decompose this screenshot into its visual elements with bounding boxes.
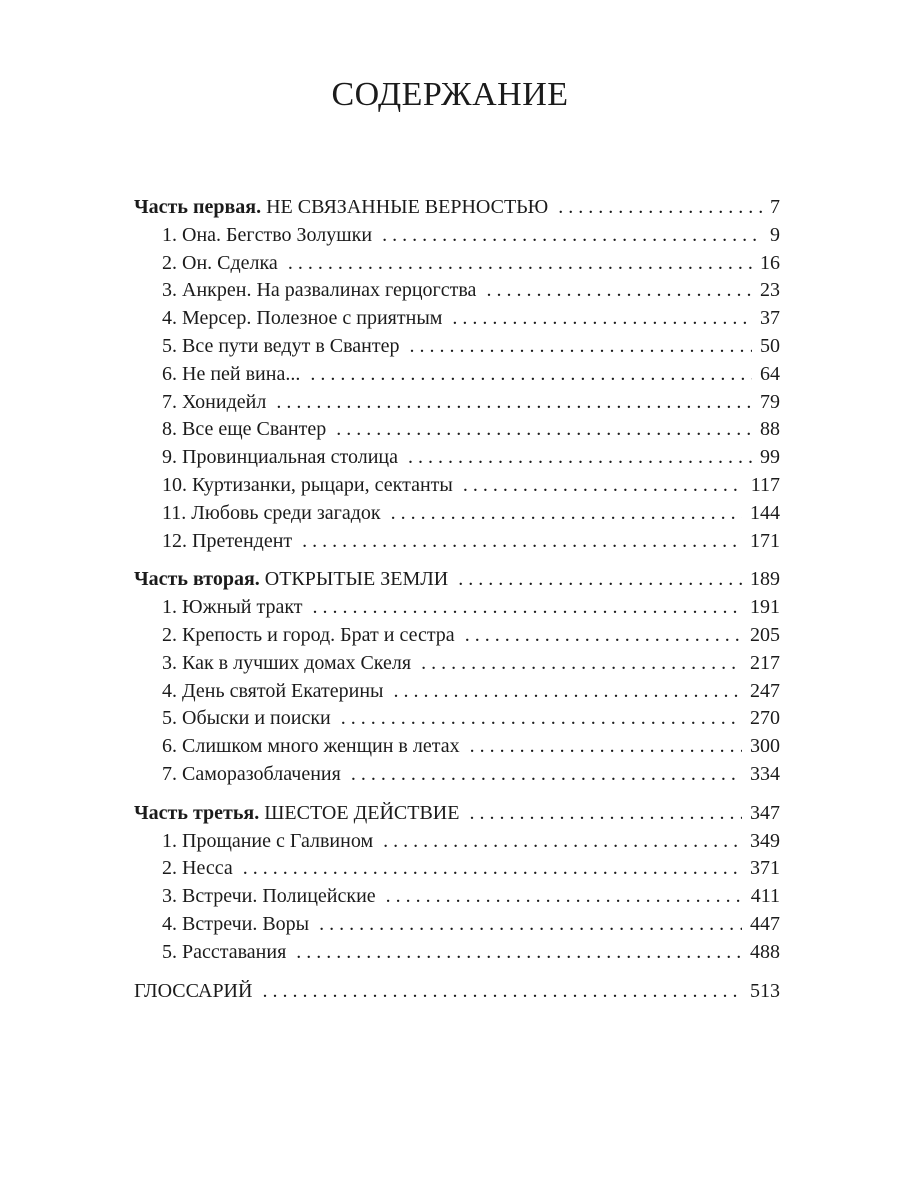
dot-leader [336,416,752,444]
dot-leader [469,800,742,828]
chapter-label: 4. День святой Екатерины [162,679,384,702]
dot-leader [452,305,752,333]
dot-leader [310,361,752,389]
chapter-label: 6. Не пей вина... [162,362,301,385]
toc-chapter[interactable] [134,761,780,789]
page-number: 16 [760,251,780,274]
toc-part-3[interactable] [134,800,780,828]
toc-chapter[interactable] [134,883,780,911]
dot-leader [465,622,742,650]
toc-chapter[interactable] [134,277,780,305]
page-number: 144 [750,501,780,524]
toc-part-2[interactable] [134,566,780,594]
toc-chapter[interactable] [134,305,780,333]
page-number: 50 [760,334,780,357]
page-number: 88 [760,418,780,441]
toc-chapter[interactable] [134,855,780,883]
page-number: 488 [750,940,780,963]
dot-leader [319,911,742,939]
page-number: 411 [750,885,780,908]
toc-chapter[interactable] [134,828,780,856]
toc-chapter[interactable] [134,444,780,472]
page-number: 189 [750,568,780,591]
dot-leader [463,472,743,500]
dot-leader [410,333,753,361]
page-number: 270 [750,707,780,730]
page-number: 447 [750,912,780,935]
part-spacer [134,555,780,566]
dot-leader [382,222,762,250]
toc-chapter[interactable] [134,622,780,650]
chapter-label: 1. Она. Бегство Золушки [162,223,373,246]
page-number: 79 [760,390,780,413]
toc-chapter[interactable] [134,333,780,361]
part-label [134,800,469,828]
page-number: 205 [750,623,780,646]
chapter-label: 4. Встречи. Воры [162,912,310,935]
chapter-label: 1. Прощание с Галвином [162,829,374,852]
page-number: 37 [760,307,780,330]
dot-leader [313,594,742,622]
dot-leader [386,883,743,911]
chapter-label: 11. Любовь среди загадок [162,501,381,524]
chapter-label: 2. Он. Сделка [162,251,278,274]
part-label [134,566,458,594]
toc-chapter[interactable] [134,361,780,389]
chapter-label: 9. Провинциальная столица [162,446,398,469]
table-of-contents [134,194,780,1005]
chapter-label: 12. Претендент [162,529,293,552]
toc-chapter[interactable] [134,250,780,278]
page-number: 64 [760,362,780,385]
page-number: 347 [750,801,780,824]
dot-leader [470,733,742,761]
part-spacer [134,789,780,800]
page-number: 247 [750,679,780,702]
chapter-label: 3. Как в лучших домах Скеля [162,651,412,674]
chapter-label: 1. Южный тракт [162,596,303,619]
page-number: 171 [750,529,780,552]
chapter-label: 7. Хонидейл [162,390,267,413]
toc-chapter[interactable] [134,416,780,444]
part-prefix: Часть третья. [134,801,260,824]
page-number: 191 [750,596,780,619]
glossary-label: ГЛОССАРИЙ [134,979,253,1002]
chapter-label: 8. Все еще Свантер [162,418,327,441]
dot-leader [486,277,752,305]
page-number: 23 [760,279,780,302]
chapter-label: 2. Крепость и город. Брат и сестра [162,623,455,646]
part-name: ОТКРЫТЫЕ ЗЕМЛИ [264,568,449,591]
dot-leader [243,855,742,883]
dot-leader [558,194,762,222]
page-number: 99 [760,446,780,469]
toc-glossary[interactable] [134,978,780,1006]
page-title: СОДЕРЖАНИЕ [331,76,569,113]
toc-chapter[interactable] [134,733,780,761]
dot-leader [421,650,742,678]
toc-chapter[interactable] [134,222,780,250]
part-prefix: Часть первая. [134,196,262,218]
page-number: 117 [750,473,780,496]
toc-chapter[interactable] [134,650,780,678]
toc-chapter[interactable] [134,678,780,706]
page-number: 349 [750,829,780,852]
page-number: 9 [770,223,780,246]
chapter-label: 5. Обыски и поиски [162,707,331,730]
toc-chapter[interactable] [134,389,780,417]
dot-leader [302,528,742,556]
chapter-label: 4. Мерсер. Полезное с приятным [162,307,443,330]
dot-leader [458,566,742,594]
chapter-label: 10. Куртизанки, рыцари, сектанты [162,473,453,496]
dot-leader [296,939,742,967]
chapter-label: 3. Анкрен. На развалинах герцогства [162,279,477,302]
toc-chapter[interactable] [134,500,780,528]
chapter-label: 2. Несса [162,857,233,880]
dot-leader [351,761,742,789]
dot-leader [393,678,742,706]
dot-leader [408,444,752,472]
toc-chapter[interactable] [134,939,780,967]
dot-leader [383,828,742,856]
part-name: ШЕСТОЕ ДЕЙСТВИЕ [264,801,460,824]
page-number: 334 [750,762,780,785]
chapter-label: 3. Встречи. Полицейские [162,885,376,908]
page-number: 513 [750,979,780,1002]
page-number: 371 [750,857,780,880]
part-label [134,194,558,222]
chapter-label: 5. Все пути ведут в Свантер [162,334,400,357]
toc-part-1[interactable] [134,194,780,222]
chapter-label: 7. Саморазоблачения [162,762,341,785]
page-number: 7 [770,196,780,218]
dot-leader [288,250,752,278]
dot-leader [262,978,742,1006]
chapter-label: 5. Расставания [162,940,287,963]
part-name: НЕ СВЯЗАННЫЕ ВЕРНОСТЬЮ [266,196,549,218]
dot-leader [276,389,752,417]
part-spacer [134,967,780,978]
toc-chapter[interactable] [134,911,780,939]
chapter-label: 6. Слишком много женщин в летах [162,735,460,758]
toc-chapter[interactable] [134,472,780,500]
toc-chapter[interactable] [134,594,780,622]
page-number: 300 [750,735,780,758]
dot-leader [341,705,742,733]
toc-chapter[interactable] [134,528,780,556]
part-prefix: Часть вторая. [134,568,260,591]
page-number: 217 [750,651,780,674]
dot-leader [391,500,742,528]
toc-chapter[interactable] [134,705,780,733]
